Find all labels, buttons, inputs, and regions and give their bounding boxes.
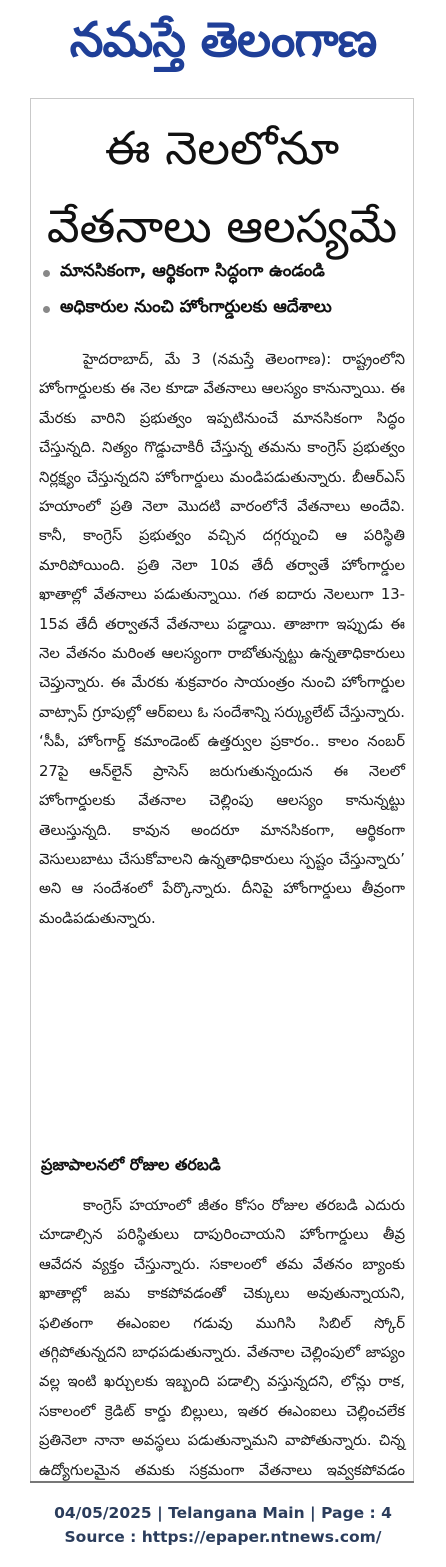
bullet-point — [43, 261, 407, 285]
bullet-text: అధికారుల నుంచి హోంగార్డులకు ఆదేశాలు — [60, 297, 332, 317]
article-subheading: ప్రజాపాలనలో రోజుల తరబడి — [41, 1155, 221, 1174]
bullet-point — [43, 297, 407, 321]
news-article — [30, 98, 414, 1483]
article-paragraph-1: హైదరాబాద్, మే 3 (నమస్తే తెలంగాణ): రాష్ట్రంలోని హోంగార్డులకు ఈ నెల కూడా వేతనాలు ఆలస్యం కానున్నాయి. ఈ మేరకు వారిని ప్రభుత్వం ఇప్పటినుంచే మానసికంగా సిద్ధం చేస్తున్నది. నిత్యం గొడ్డుచాకిరీ చేస్తున్న తమను కాంగ్రెస్ ప్రభుత్వం నిర్లక్ష్యం చేస్తున్నదని హోంగార్డులు మండిపడుతున్నారు. బీఆర్ఎస్ హయాంలో ప్రతి నెలా మొదటి వారంలోనే వేతనాలు అందేవి. కానీ, కాంగ్రెస్ ప్రభుత్వం వచ్చిన దగ్గర్నుంచి ఆ పరిస్థితి మారిపోయింది. ప్రతి నెలా 10వ తేదీ తర్వాతే హోంగార్డుల ఖాతాల్లో వేతనాలు పడుతున్నాయి. గత ఐదారు నెలలుగా 13-15వ తేదీ తర్వాతనే వేతనాలు పడ్డాయి. తాజాగా ఇప్పుడు ఈ నెల వేతనం మరింత ఆలస్యంగా రాబోతున్నట్టు ఉన్నతాధికారులు చెప్తున్నారు. ఈ మేరకు శుక్రవారం సాయంత్రం నుంచి హోంగార్డుల వాట్సాప్ గ్రూపుల్లో ఆర్ఐలు ఓ సందేశాన్ని సర్క్యులేట్ చేస్తున్నారు. ‘సీపీ, హోంగార్డ్ కమాండెంట్ ఉత్తర్వుల ప్రకారం.. కాలం నంబర్ 27పై ఆన్‌లైన్ ప్రాసెస్ జరుగుతున్నందున ఈ నెలలో హోంగార్డులకు వేతనాల చెల్లింపు ఆలస్యం కానున్నట్టు తెలుస్తున్నది. కావున అందరూ మానసికంగా, ఆర్థికంగా వెసులుబాటు చేసుకోవాలని ఉన్నతాధికారులు స్పష్టం చేస్తున్నారు’ అని ఆ సందేశంలో పేర్కొన్నారు. దీనిపై హోంగార్డులు తీవ్రంగా మండిపడుతున్నారు. — [39, 351, 405, 927]
bullet-dot-icon — [43, 306, 50, 313]
headline-line-2: వేతనాలు ఆలస్యమే — [46, 199, 398, 253]
bullet-dot-icon — [43, 270, 50, 277]
newspaper-masthead: నమస్తే తెలంగాణ — [69, 12, 377, 68]
edition-info: 04/05/2025 | Telangana Main | Page : 4 — [54, 1504, 392, 1522]
divider — [30, 1481, 414, 1483]
bullet-text: మానసికంగా, ఆర్థికంగా సిద్ధంగా ఉండండి — [60, 261, 325, 281]
article-paragraph-2: కాంగ్రెస్ హయాంలో జీతం కోసం రోజుల తరబడి ఎదురు చూడాల్సిన పరిస్థితులు దాపురించాయని హోంగార్డులు తీవ్ర ఆవేదన వ్యక్తం చేస్తున్నారు. సకాలంలో తమ వేతనం బ్యాంకు ఖాతాల్లో జమ కాకపోవడంతో చెక్కులు అవుతున్నాయని, ఫలితంగా ఈఎంఐల గడువు ముగిసి సిబిల్ స్కోర్ తగ్గిపోతున్నదని బాధపడుతున్నారు. వేతనాల చెల్లింపులో జాప్యం వల్ల ఇంటి ఖర్చులకు ఇబ్బంది పడాల్సి వస్తున్నదని, లోన్లు రాక, సకాలంలో క్రెడిట్ కార్డు బిల్లులు, ఇతర ఈఎంఐలు చెల్లించలేక ప్రతినెలా నానా అవస్థలు పడుతున్నామని వాపోతున్నారు. చిన్న ఉద్యోగులమైన తమకు సక్రమంగా వేతనాలు ఇవ్వకపోవడం — [39, 1197, 405, 1479]
source-url: Source : https://epaper.ntnews.com/ — [64, 1528, 382, 1546]
headline-line-1: ఈ నెలలోనూ — [104, 121, 340, 175]
